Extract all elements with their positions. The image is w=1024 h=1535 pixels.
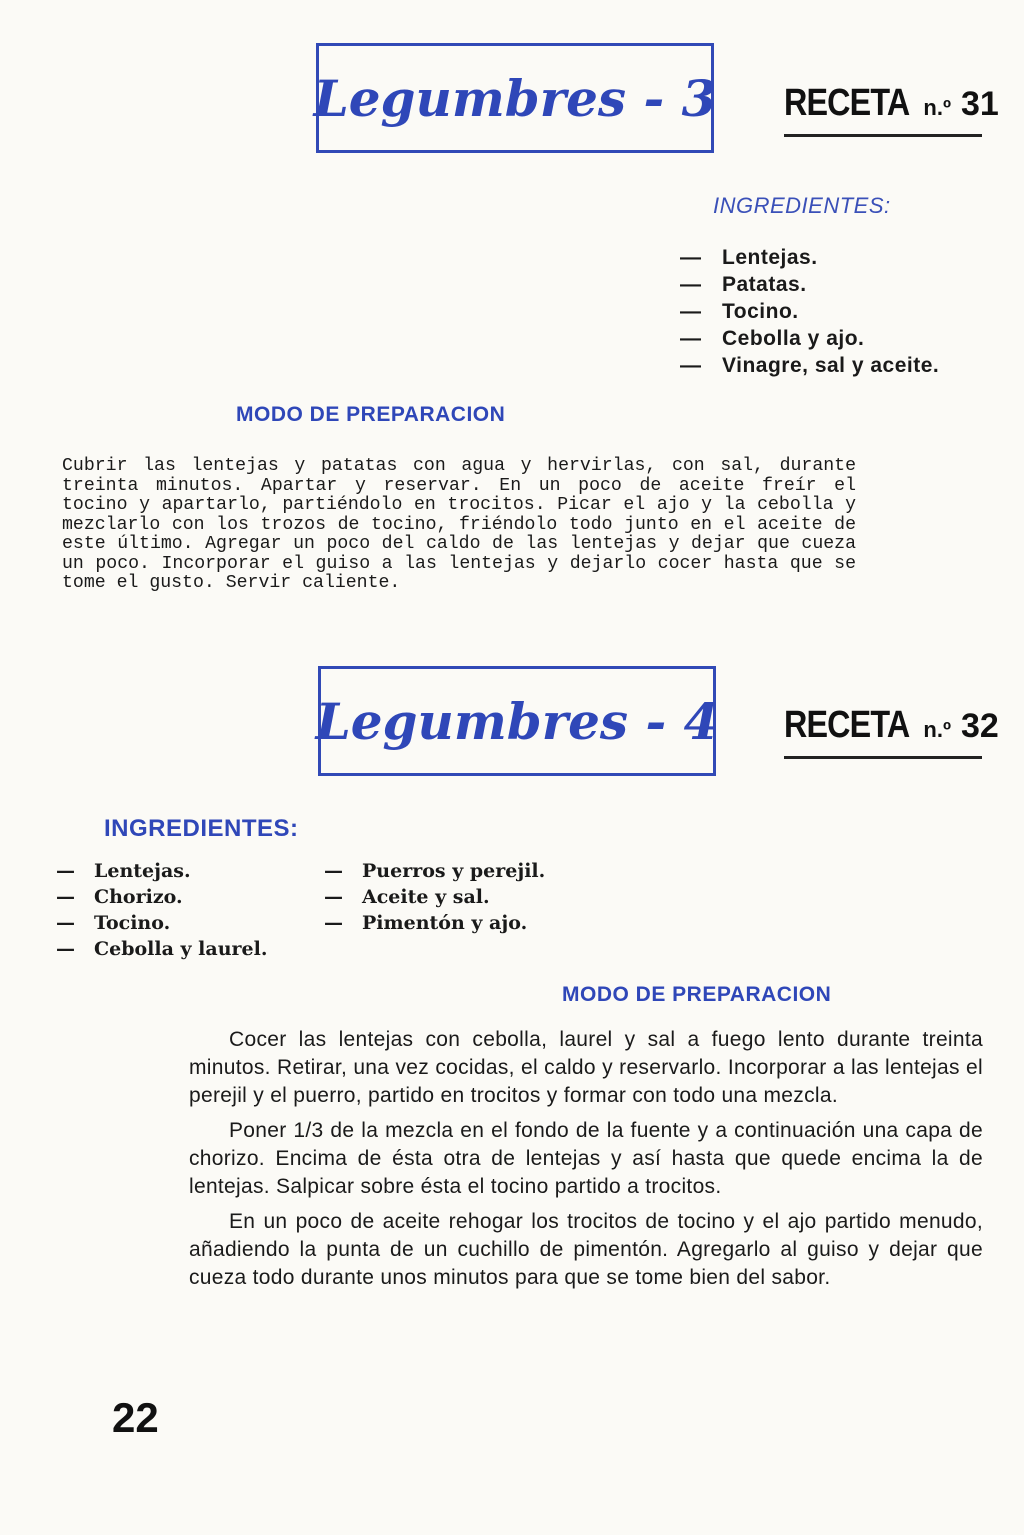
ingredient-item: — Tocino. bbox=[680, 300, 799, 323]
ingredient-item: — Cebolla y laurel. bbox=[56, 938, 268, 960]
receta-label: RECETA bbox=[784, 82, 910, 124]
ingredient-item: — Puerros y perejil. bbox=[324, 860, 546, 882]
recipe-32-method-heading: MODO DE PREPARACION bbox=[562, 983, 832, 1006]
ingredient-item: — Chorizo. bbox=[56, 886, 183, 908]
method-paragraph: Poner 1/3 de la mezcla en el fondo de la fuente y a continuación una capa de chorizo. Encima de ésta otra de lentejas y así hasta que quede encima la de lentejas. Salpicar sobre ésta el tocino partido a trocitos. bbox=[189, 1119, 983, 1198]
recipe-31-title: Legumbres - 3 bbox=[313, 68, 717, 128]
ingredient-item: — Lentejas. bbox=[56, 860, 191, 882]
ingredient-item: — Vinagre, sal y aceite. bbox=[680, 354, 940, 377]
recipe-32-title-box bbox=[315, 666, 719, 776]
recipe-31-ingredients-heading: INGREDIENTES: bbox=[713, 193, 891, 218]
method-paragraph: Cocer las lentejas con cebolla, laurel y sal a fuego lento durante treinta minutos. Retirar, una vez cocidas, el caldo y reservarlo. Incorporar a las lentejas el perejil y el puerro, partido en trocitos y formar con todo una mezcla. bbox=[189, 1028, 983, 1107]
receta-no: n.º bbox=[923, 717, 952, 742]
page-number: 22 bbox=[112, 1394, 159, 1441]
recipe-31-title-box bbox=[313, 43, 717, 153]
receta-label: RECETA bbox=[784, 704, 910, 746]
recipe-32-title: Legumbres - 4 bbox=[315, 691, 719, 751]
recipe-32-ingredients-col1 bbox=[56, 858, 267, 962]
recipe-32-ingredients-col2 bbox=[324, 858, 545, 936]
receta-number: 32 bbox=[961, 707, 999, 745]
recipe-32-method-text bbox=[189, 1026, 983, 1299]
recipe-32-number-label bbox=[784, 704, 999, 759]
receta-no: n.º bbox=[923, 95, 952, 120]
ingredient-item: — Tocino. bbox=[56, 912, 171, 934]
method-paragraph: En un poco de aceite rehogar los trocitos de tocino y el ajo partido menudo, añadiendo la punta de un cuchillo de pimentón. Agregarlo al guiso y dejar que cueza todo durante unos minutos para que se tome bien del sabor. bbox=[189, 1210, 983, 1289]
ingredient-item: — Pimentón y ajo. bbox=[324, 912, 528, 934]
ingredient-item: — Cebolla y ajo. bbox=[680, 327, 865, 350]
receta-number: 31 bbox=[961, 85, 999, 123]
recipe-31-number-label bbox=[784, 82, 999, 137]
recipe-32-ingredients-heading: INGREDIENTES: bbox=[104, 815, 299, 842]
ingredient-item: — Patatas. bbox=[680, 273, 807, 296]
recipe-31-method-text: Cubrir las lentejas y patatas con agua y hervirlas, con sal, durante treinta minutos. Apartar y reservar. En un poco de aceite freír el tocino y apartarlo, partiéndolo en trocitos. Picar el ajo y la cebolla y mezclarlo con los trozos de tocino, friéndolo todo junto en el aceite de este último. Agregar un poco del caldo de las lentejas y dejar que cueza un poco. Incorporar el guiso a las lentejas y dejarlo cocer hasta que se tome el gusto. Servir caliente. bbox=[62, 456, 856, 593]
ingredient-item: — Aceite y sal. bbox=[324, 886, 490, 908]
ingredient-item: — Lentejas. bbox=[680, 246, 818, 269]
recipe-31-method-heading: MODO DE PREPARACION bbox=[236, 403, 506, 426]
recipe-31-ingredients-list bbox=[680, 244, 939, 379]
